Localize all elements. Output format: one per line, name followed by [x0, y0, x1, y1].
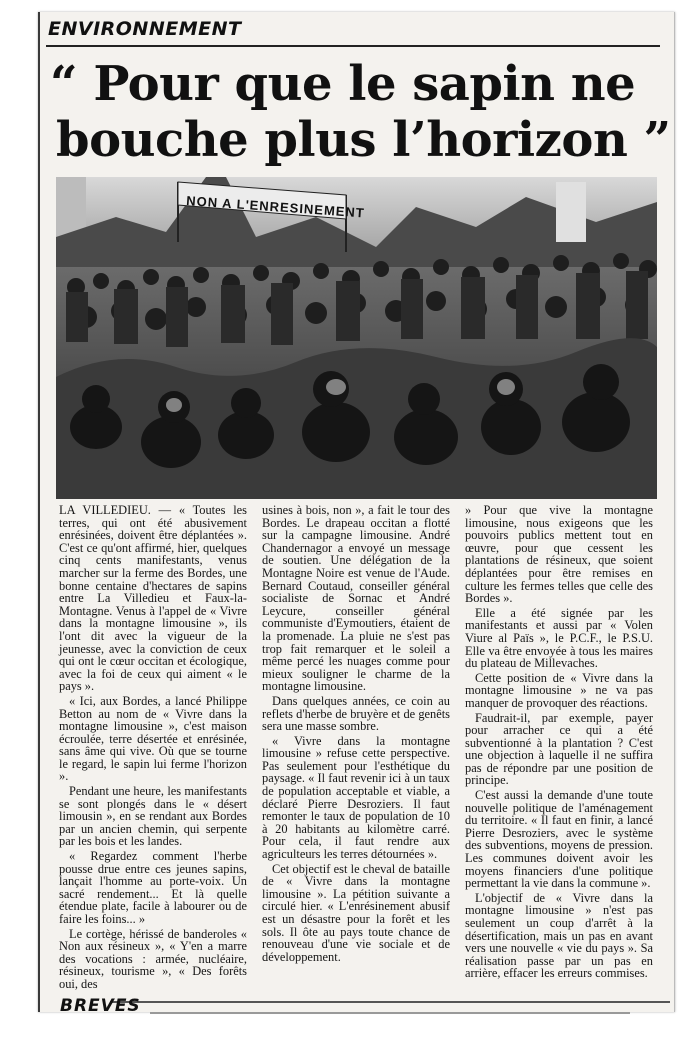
paragraph: « Vivre dans la montagne limousine » refuse cette perspective. Pas seulement pour l'esthétique du paysage. « Il faut revenir ici à un taux de population acceptable et viable, a déclaré Pierre Desroziers. Il faut remonter le taux de population de 10 à 20 habitants au kilomètre carré. Pour cela, il faut rendre aux agriculteurs les terres détournées ». — [262, 733, 450, 862]
paragraph: Le cortège, hérissé de banderoles « Non aux résineux », « Y'en a marre des vocations : armée, nucléaire, résineux, tourisme », « Des forêts oui, des — [59, 926, 247, 991]
article-column-1 — [59, 504, 247, 993]
paragraph: Elle a été signée par les manifestants et aussi par « Volen Viure al Païs », le P.C.F., le P.S.U. Elle va être envoyée à tous les maires du plateau de Millevaches. — [465, 605, 653, 671]
headline-line-2: bouche plus l’horizon ” — [56, 112, 671, 168]
article-column-2 — [262, 504, 450, 965]
headline-line-1: “ Pour que le sapin ne — [50, 56, 636, 112]
paragraph: LA VILLEDIEU. — « Toutes les terres, qui ont été abusivement enrésinées, doivent être déplantées ». C'est ce qu'ont affirmé, hier, quelques cinq cents manifestants, venus marcher sur la ferme des Bordes, une bonne centaine d'hectares de sapins entre La Villedieu et Faux-la-Montagne. Venus à l'appel de « Vivre dans la montagne limousine », ils l'ont dit avec la vigueur de la jeunesse, avec la conviction de ceux qui ont le cœur occitan et écologique, avec la foi de ceux qui aiment « le pays ». — [59, 503, 247, 694]
footer-rule — [110, 1001, 670, 1003]
article-column-3 — [465, 504, 653, 982]
paragraph: « Regardez comment l'herbe pousse drue entre ces jeunes sapins, lançait l'homme au porte-voix. Un sacré rendement... Et là quelle étendue plate, facile à labourer ou de faire les foins... » — [59, 849, 247, 926]
section-rule — [46, 45, 660, 47]
torn-edge — [150, 1012, 630, 1014]
paragraph: Pendant une heure, les manifestants se sont plongés dans le « désert limousin », en se rendant aux Bordes par un ancien chemin, qui serpente par les bois et les landes. — [59, 784, 247, 849]
paragraph: L'objectif de « Vivre dans la montagne limousine » n'est pas seulement un coup d'arrêt à la désertification, mais un pas en avant vers une nouvelle « vie du pays ». Sa réalisation passe par un pas en arrière, effacer les erreurs commises. — [465, 890, 653, 981]
paragraph: Cet objectif est le cheval de bataille de « Vivre dans la montagne limousine ». La pétition suivante a circulé hier. « L'enrésinement abusif est un désastre pour la forêt et les sols. Il ôte au pays toute chance de renouveau d'une vie sociale et de développement. — [262, 861, 450, 964]
paragraph: usines à bois, non », a fait le tour des Bordes. Le drapeau occitan a flotté sur la campagne limousine. André Chandernagor a envoyé un message de soutien. Une délégation de la Montagne Noire est venue de l'Aude. Bernard Coutaud, conseiller général socialiste de Sornac et André Leycure, conseiller général communiste d'Eymoutiers, étaient de la promenade. La pluie ne s'est pas trop fait remarquer et le soleil a même percé les nuages comme pour mieux souligner le charme de la montagne limousine. — [262, 503, 450, 694]
paragraph: Faudrait-il, par exemple, payer pour arracher ce qui a été subventionné à la plantation ? C'est une objection à laquelle il ne suffira pas de répondre par une position de principe. — [465, 710, 653, 788]
paragraph: C'est aussi la demande d'une toute nouvelle politique de l'aménagement du territoire. « Il faut en finir, a lancé Pierre Desroziers, avec le système des subventions, moyens de pression. Les communes doivent avoir les moyens financiers d'une politique permettant la vie dans la commune ». — [465, 788, 653, 891]
paragraph: » Pour que vive la montagne limousine, nous exigeons que les pouvoirs publics mettent tout en œuvre, pour que cessent les plantations de résineux, que soient déplantées pour être remises en culture les fermes telles que celle des Bordes ». — [465, 503, 653, 606]
headline — [50, 56, 670, 168]
crowd-photo — [56, 177, 657, 499]
footer-section-label: BREVES — [60, 996, 141, 1016]
paragraph: Dans quelques années, ce coin au reflets d'herbe de bruyère et de genêts sera une masse sombre. — [262, 693, 450, 734]
paragraph: Cette position de « Vivre dans la montagne limousine » ne va pas manquer de provoquer des réactions. — [465, 670, 653, 710]
paragraph: « Ici, aux Bordes, a lancé Philippe Betton au nom de « Vivre dans la montagne limousine », c'est maison écroulée, terre désertée et enrésinée, sans âme qui vive. Où que se tourne le regard, le sapin lui ferme l'horizon ». — [59, 693, 247, 784]
protest-banner-text: NON A L'ENRESINEMENT — [185, 193, 366, 221]
crowd-photo-illustration — [56, 177, 657, 499]
section-label: ENVIRONNEMENT — [48, 18, 242, 40]
